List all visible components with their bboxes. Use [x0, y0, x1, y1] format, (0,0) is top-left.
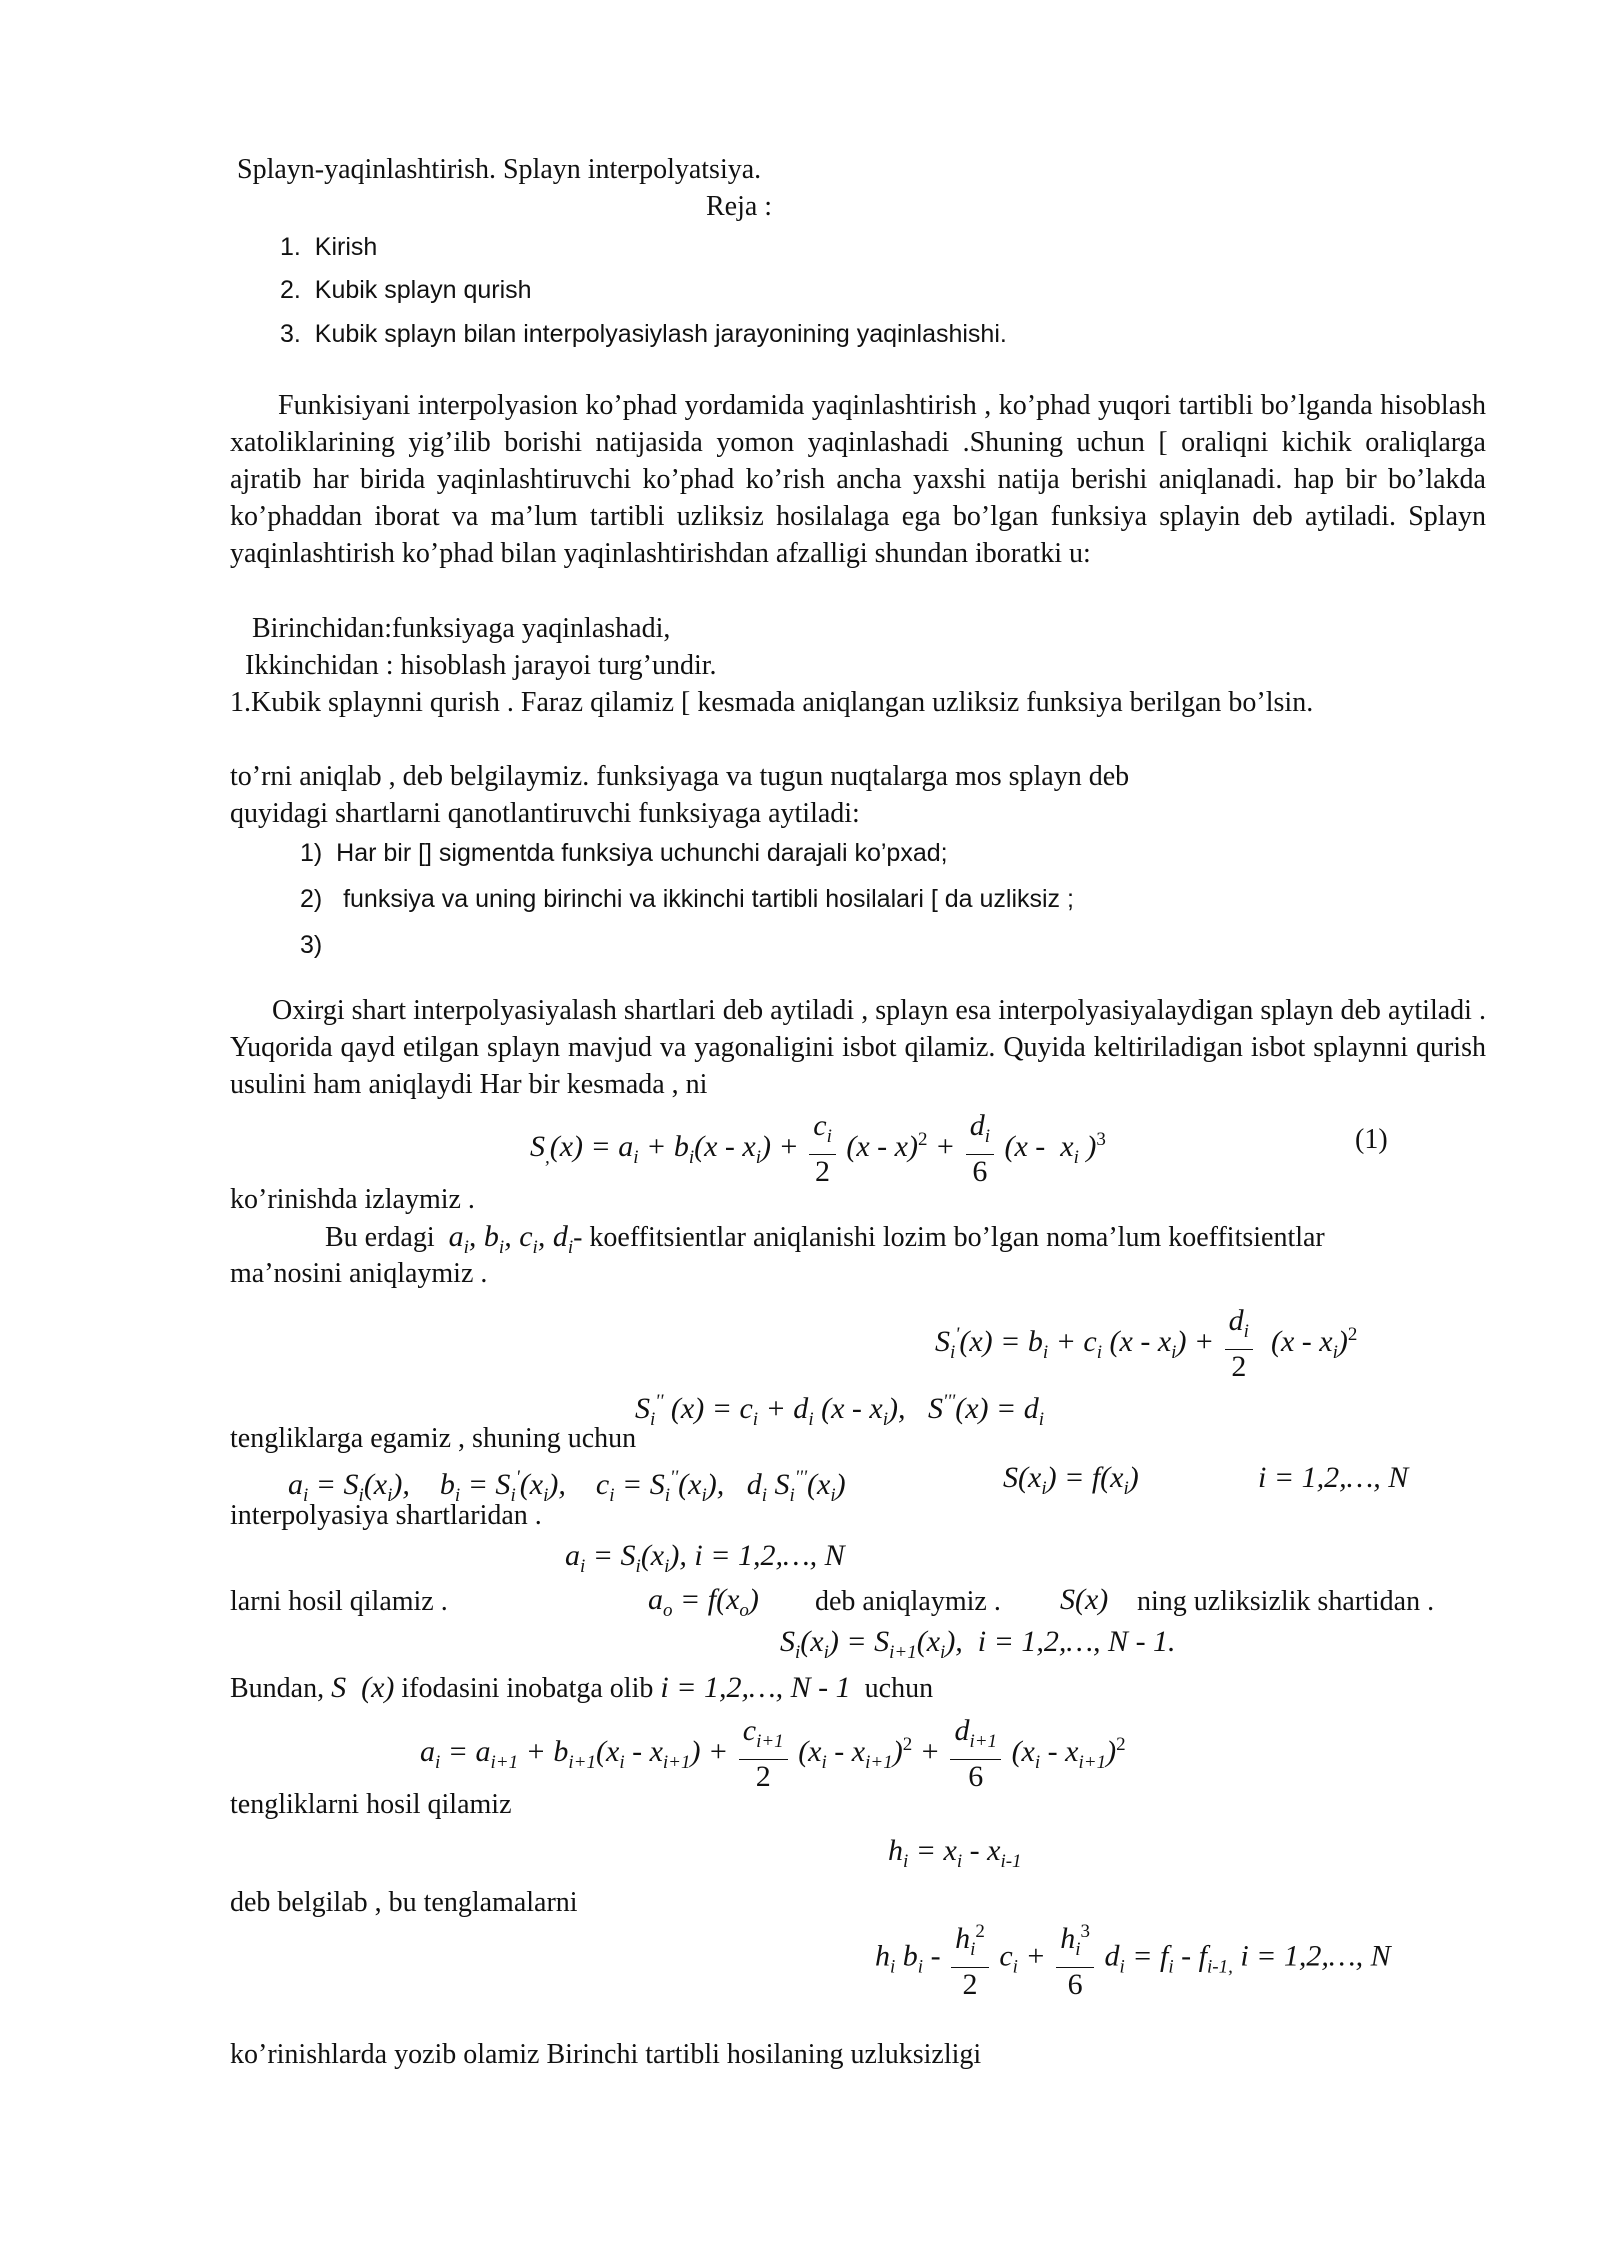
plan-item: 3. Kubik splayn bilan interpolyasiylash jarayonining yaqinlashishi.: [280, 320, 1007, 348]
text-line: quyidagi shartlarni qanotlantiruvchi funksiyaga aytiladi:: [230, 798, 860, 829]
condition-item: 3): [300, 931, 323, 959]
text-line: larni hosil qilamiz .: [230, 1586, 448, 1617]
text-line: ko’rinishda izlaymiz .: [230, 1184, 475, 1215]
equation-interpolation: $S(x_i) = f(x_i)$: [1003, 1461, 1139, 1499]
paragraph-proof: Oxirgi shart interpolyasiyalash shartlari deb aytiladi , splayn esa interpolyasiyalaydigan splayn deb aytiladi . Yuqorida qayd etilgan splayn mavjud va yagonaligini isbot qilamiz. Quyida keltiriladigan isbot splaynni qurish usulini ham aniqlaydi Har bir kesmada , ni: [230, 995, 1486, 1100]
text-line: tengliklarga egamiz , shuning uchun: [230, 1423, 637, 1454]
text-line: Bundan, S (x) ifodasini inobatga olib i = 1,2,…, N - 1 uchun: [230, 1671, 934, 1704]
birinchidan-line: Birinchidan:funksiyaga yaqinlashadi,: [252, 613, 671, 644]
paragraph-intro: Funkisiyani interpolyasion ko’phad yordamida yaqinlashtirish , ko’phad yuqori tartibli bo’lganda hisoblash xatoliklarining yig’ilib borishi natijasida yomon yaqinlashadi .Shuning uchun [ oraliqni kichik oraliqlarga ajratib har birida yaqinlashtiruvchi ko’phad ko’rish ancha yaxshi natija berishi aniqlanadi. hap bir bo’lakda ko’phaddan iborat va ma’lum tartibli uzliksiz hosilalaga ega bo’lgan funksiya splayin deb aytiladi. Splayn yaqinlashtirish ko’phad bilan yaqinlashtirishdan afzalligi shundan iboratki u:: [230, 390, 1486, 569]
equation-h: $h_i = x_i - x_{i-1}$: [888, 1834, 1022, 1872]
reja-heading: Reja :: [706, 191, 773, 222]
plan-item: 2. Kubik splayn qurish: [280, 276, 532, 304]
plan-item: 1. Kirish: [280, 233, 378, 261]
text-line: ko’rinishlarda yozib olamiz Birinchi tartibli hosilaning uzluksizligi: [230, 2039, 982, 2070]
equation-continuity: $S_i(x_i) = S_{i+1}(x_i)$, i = 1,2,…, N - 1.: [780, 1625, 1176, 1663]
equation-number: (1): [1355, 1124, 1388, 1155]
text-line: tengliklarni hosil qilamiz: [230, 1789, 512, 1820]
equation-sx: S(x): [1060, 1583, 1109, 1616]
equation-coefficients: $a_i = S_i(x_i)$, $b_i = S_i'(x_i)$, $c_i = S_i''(x_i)$, $d_i$ $S_i'''(x_i)$: [288, 1467, 846, 1506]
equation-index-range: i = 1,2,…, N: [1258, 1461, 1409, 1494]
condition-item: 2) funksiya va uning birinchi va ikkinchi tartibli hosilalari [ da uzliksiz ;: [300, 885, 1074, 913]
ikkinchidan-line: Ikkinchidan : hisoblash jarayoi turg’undir.: [245, 650, 717, 681]
condition-item: 1) Har bir [] sigmentda funksiya uchunchi darajali ko’pxad;: [300, 839, 948, 867]
text-line: ning uzliksizlik shartidan .: [1137, 1586, 1435, 1617]
equation-first-derivative: $S_i'(x) = b_i + c_i$ $(x - x_i)$ + $\frac{d_i}{2}$ $(x - x_i)^2$: [935, 1304, 1358, 1384]
equation-1: $S_,(x) = a_i + b_i(x - x_i)$ + $\frac{c_i}{2}$ (x - x)$^2$ + $\frac{d_i}{6}$ ($x - x_i$ )$^3$: [530, 1109, 1106, 1189]
equation-a0: $a_o = f(x_o)$: [648, 1583, 759, 1621]
equation-a-values: $a_i = S_i(x_i)$, i = 1,2,…, N: [565, 1539, 845, 1577]
document-title: Splayn-yaqinlashtirish. Splayn interpolyatsiya.: [237, 154, 762, 185]
text-line: deb aniqlaymiz .: [815, 1586, 1001, 1617]
text-line: interpolyasiya shartlaridan .: [230, 1500, 542, 1531]
equation-a-recurrence: $a_i = a_{i+1} + b_{i+1}(x_i - x_{i+1})$ + $\frac{c_{i+1}}{2}$ $(x_i - x_{i+1})^2$ + $\frac{d_{i+1}}{6}$ $(x_i - x_{i+1})^2$: [420, 1714, 1126, 1794]
equation-second-derivative: $S_i''$ $(x) = c_i + d_i$ $(x - x_i)$, $S'''(x) = d_i$: [635, 1391, 1045, 1430]
section-heading: 1.Kubik splaynni qurish . Faraz qilamiz [ kesmada aniqlangan uzliksiz funksiya berilgan bo’lsin.: [230, 687, 1314, 718]
text-line: Bu erdagi $a_i$, $b_i$, $c_i$, $d_i-$ koeffitsientlar aniqlanishi lozim bo’lgan noma’lum koeffitsientlar: [325, 1220, 1325, 1258]
text-line: deb belgilab , bu tenglamalarni: [230, 1887, 578, 1918]
equation-system: $h_i$ $b_i$ - $\frac{h_i^2}{2}$ $c_i$ + $\frac{h_i^3}{6}$ $d_i = f_i - f_{i-1,}$ i = 1,2,…, N: [875, 1915, 1391, 2007]
text-line: to’rni aniqlab , deb belgilaymiz. funksiyaga va tugun nuqtalarga mos splayn deb: [230, 761, 1130, 792]
text-line: ma’nosini aniqlaymiz .: [230, 1258, 488, 1289]
